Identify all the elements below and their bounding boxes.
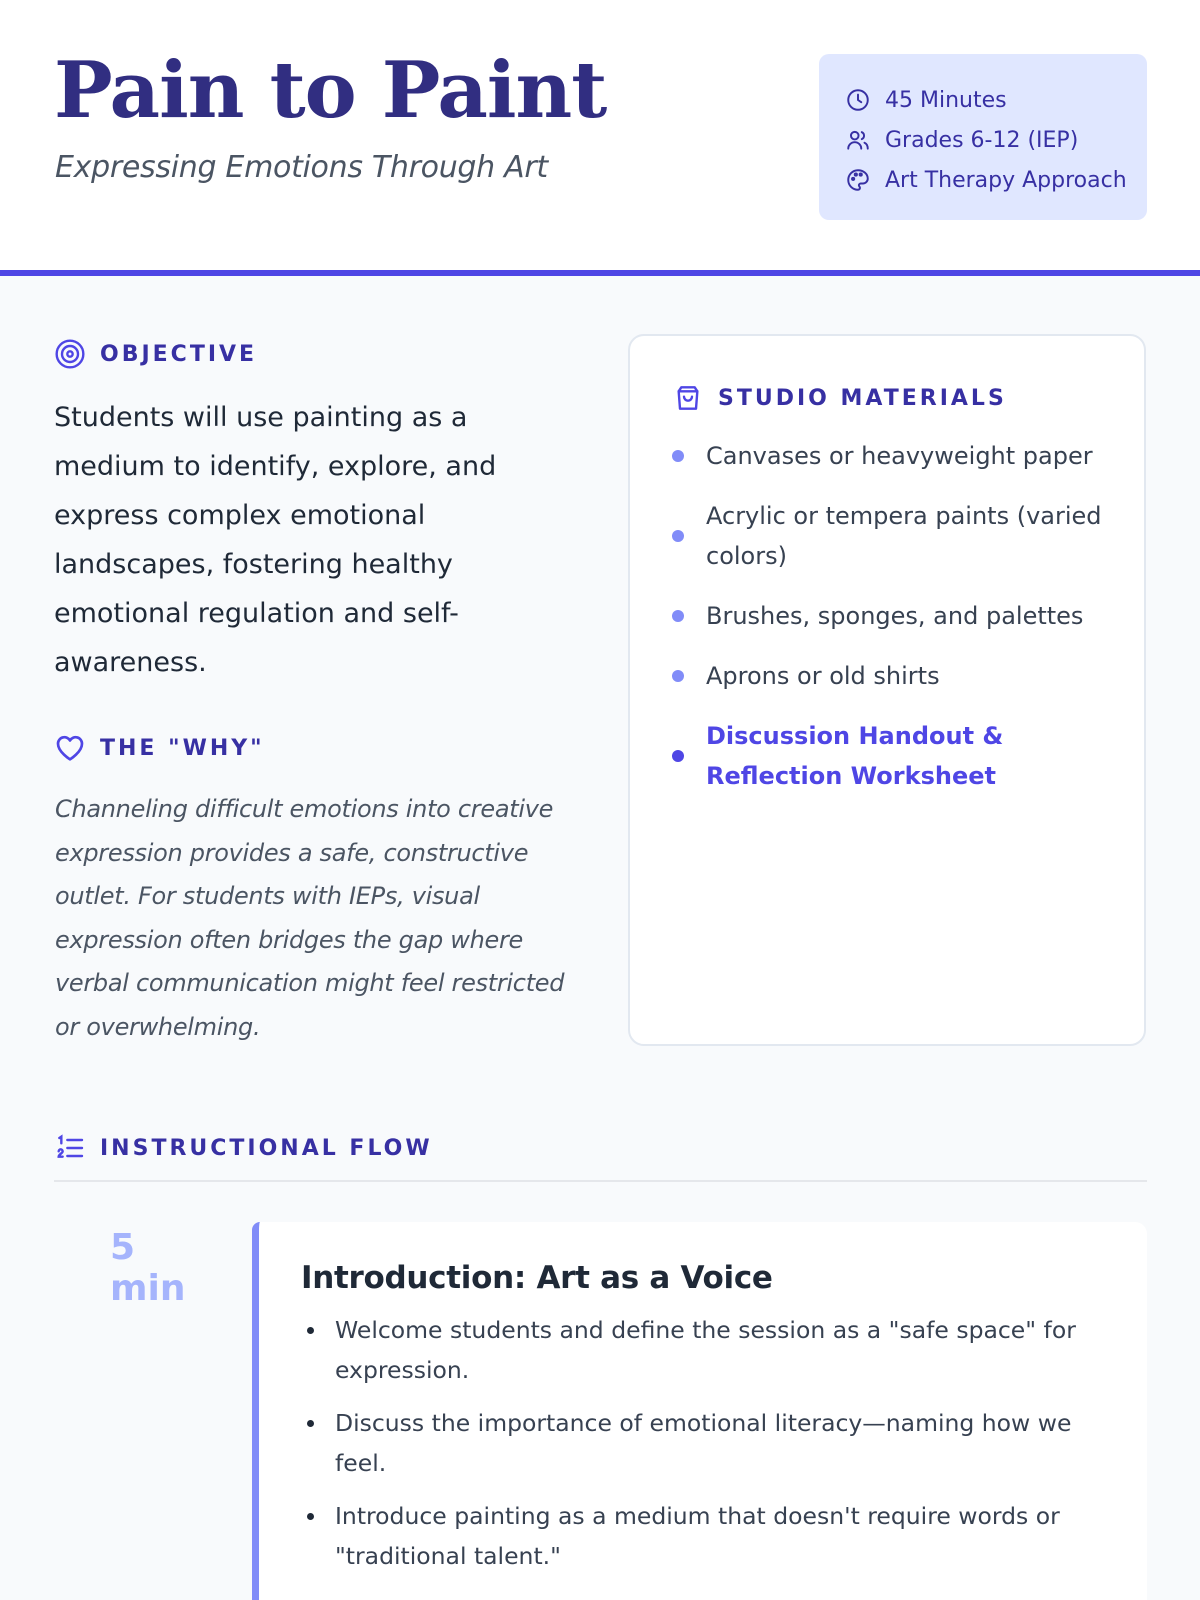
materials-list xyxy=(668,436,1118,816)
objective-heading xyxy=(54,338,257,370)
section-divider xyxy=(54,1180,1147,1182)
bullet-icon xyxy=(672,610,684,622)
list-item: Aprons or old shirts xyxy=(668,656,1118,696)
step-bullets xyxy=(301,1310,1107,1576)
objective-heading-label: OBJECTIVE xyxy=(100,341,258,367)
materials-heading xyxy=(672,382,1007,414)
list-item: Canvases or heavyweight paper xyxy=(668,436,1118,476)
materials-card xyxy=(628,334,1146,1046)
list-item-handout: Discussion Handout & Reflection Worksheet xyxy=(668,716,1118,796)
flow-heading xyxy=(54,1132,433,1164)
target-icon xyxy=(54,338,86,370)
why-heading xyxy=(54,732,265,764)
lesson-meta-box xyxy=(819,54,1147,220)
why-text: Channeling difficult emotions into creative expression provides a safe, constructive outlet. For students with IEPs, visual expression often bridges the gap where verbal communication might feel restricted or overwhelming. xyxy=(55,795,565,1041)
meta-grades xyxy=(845,120,1147,160)
list-item: Brushes, sponges, and palettes xyxy=(668,596,1118,636)
materials-heading-label: STUDIO MATERIALS xyxy=(718,385,1007,411)
palette-icon xyxy=(845,167,871,193)
why-heading-label: THE "WHY" xyxy=(100,735,265,761)
clock-icon xyxy=(845,87,871,113)
flow-heading-label: INSTRUCTIONAL FLOW xyxy=(100,1135,433,1161)
step-card xyxy=(252,1222,1147,1600)
meta-duration xyxy=(845,80,1147,120)
page-subtitle: Expressing Emotions Through Art xyxy=(55,150,548,185)
meta-grades-label: Grades 6-12 (IEP) xyxy=(885,127,1079,153)
meta-approach-label: Art Therapy Approach xyxy=(885,167,1127,193)
bullet-icon xyxy=(672,530,684,542)
shopping-bag-icon xyxy=(672,382,704,414)
list-item: Introduce painting as a medium that doesn't require words or "traditional talent." xyxy=(301,1496,1107,1576)
step-time: 5 min xyxy=(110,1227,186,1309)
step-title: Introduction: Art as a Voice xyxy=(301,1260,773,1296)
users-icon xyxy=(845,127,871,153)
list-item: Welcome students and define the session as a "safe space" for expression. xyxy=(301,1310,1107,1390)
bullet-icon xyxy=(672,750,684,762)
list-item: Acrylic or tempera paints (varied colors) xyxy=(668,496,1118,576)
meta-duration-label: 45 Minutes xyxy=(885,87,1007,113)
heart-icon xyxy=(54,732,86,764)
objective-text: Students will use painting as a medium to identify, explore, and express complex emotional landscapes, fostering healthy emotional regulation and self-awareness. xyxy=(54,402,497,678)
bullet-icon xyxy=(672,670,684,682)
bullet-icon xyxy=(672,450,684,462)
list-item: Discuss the importance of emotional literacy—naming how we feel. xyxy=(301,1403,1107,1483)
numbered-list-icon xyxy=(54,1132,86,1164)
header xyxy=(0,0,1200,276)
page-title: Pain to Paint xyxy=(54,45,607,136)
meta-approach xyxy=(845,160,1147,200)
